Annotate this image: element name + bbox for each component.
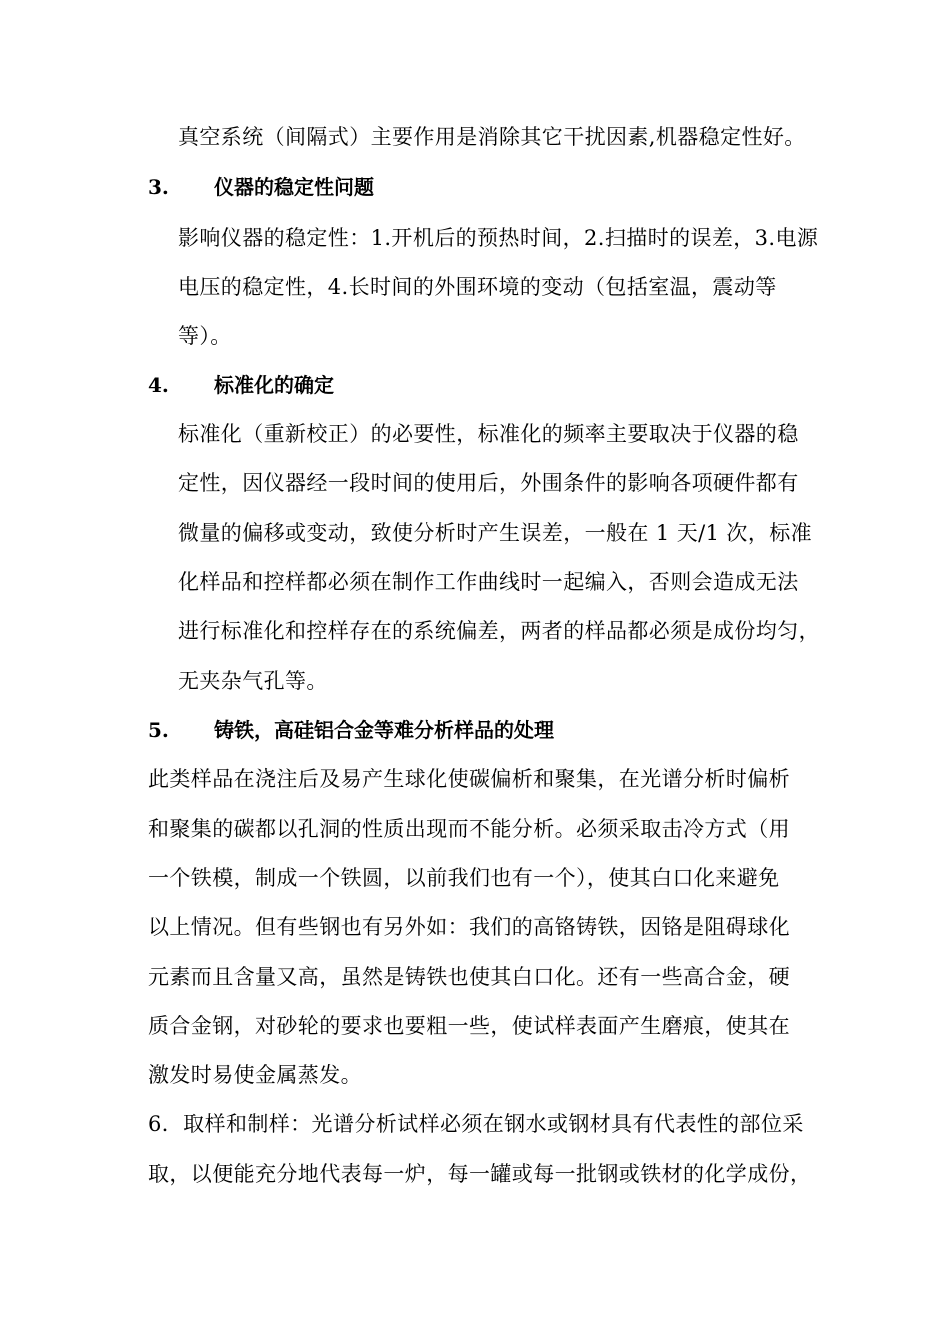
section-title: 标准化的确定 bbox=[214, 373, 334, 397]
section-heading-5 bbox=[148, 716, 554, 744]
paragraph-line: 定性，因仪器经一段时间的使用后，外围条件的影响各项硬件都有 bbox=[178, 471, 799, 495]
paragraph-line: 影响仪器的稳定性：1.开机后的预热时间，2.扫描时的误差，3.电源 bbox=[178, 226, 819, 250]
paragraph-line: 一个铁模，制成一个铁圆，以前我们也有一个），使其白口化来避免 bbox=[148, 866, 780, 890]
paragraph-line: 元素而且含量又高，虽然是铸铁也使其白口化。还有一些高合金，硬 bbox=[148, 965, 790, 989]
section-number: 4. bbox=[148, 373, 169, 397]
section-number: 5. bbox=[148, 718, 169, 742]
section-title: 铸铁，高硅铝合金等难分析样品的处理 bbox=[214, 718, 554, 742]
paragraph-line: 进行标准化和控样存在的系统偏差，两者的样品都必须是成份均匀， bbox=[178, 619, 820, 643]
paragraph-line: 以上情况。但有些钢也有另外如：我们的高铬铸铁，因铬是阻碍球化 bbox=[148, 915, 790, 939]
section-heading-4 bbox=[148, 371, 334, 399]
section-title: 仪器的稳定性问题 bbox=[214, 175, 374, 199]
paragraph-line: 真空系统（间隔式）主要作用是消除其它干扰因素,机器稳定性好。 bbox=[178, 125, 806, 149]
paragraph-line: 激发时易使金属蒸发。 bbox=[148, 1063, 362, 1087]
paragraph-line: 电压的稳定性，4.长时间的外围环境的变动（包括室温，震动等 bbox=[178, 275, 777, 299]
paragraph-line: 化样品和控样都必须在制作工作曲线时一起编入，否则会造成无法 bbox=[178, 570, 799, 594]
section-heading-3 bbox=[148, 173, 374, 201]
paragraph-line: 和聚集的碳都以孔洞的性质出现而不能分析。必须采取击冷方式（用 bbox=[148, 817, 790, 841]
paragraph-line: 微量的偏移或变动，致使分析时产生误差，一般在 1 天/1 次，标准 bbox=[178, 521, 813, 545]
paragraph-line: 取，以便能充分地代表每一炉，每一罐或每一批钢或铁材的化学成份， bbox=[148, 1162, 812, 1186]
paragraph-line: 等）。 bbox=[178, 324, 232, 348]
paragraph-line: 此类样品在浇注后及易产生球化使碳偏析和聚集，在光谱分析时偏析 bbox=[148, 767, 790, 791]
paragraph-line: 标准化（重新校正）的必要性，标准化的频率主要取决于仪器的稳 bbox=[178, 422, 799, 446]
paragraph-line: 质合金钢，对砂轮的要求也要粗一些，使试样表面产生磨痕，使其在 bbox=[148, 1014, 790, 1038]
paragraph-line: 无夹杂气孔等。 bbox=[178, 669, 328, 693]
paragraph-line: 6．取样和制样：光谱分析试样必须在钢水或钢材具有代表性的部位采 bbox=[148, 1112, 804, 1136]
section-number: 3. bbox=[148, 175, 169, 199]
